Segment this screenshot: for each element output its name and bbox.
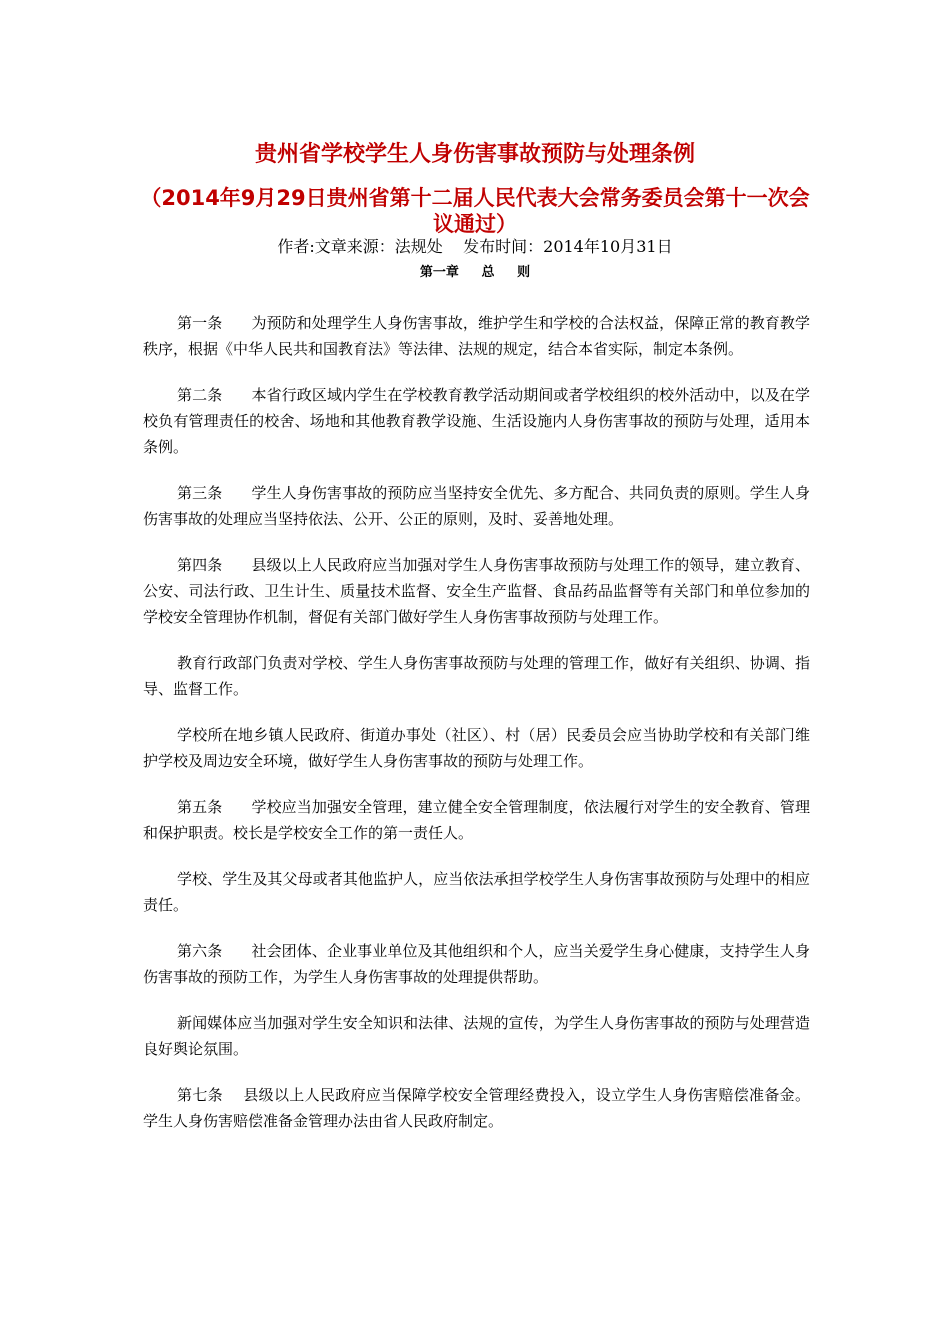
article-2-paragraph: 第二条 本省行政区域内学生在学校教育教学活动期间或者学校组织的校外活动中，以及在学校负有管理责任的校舍、场地和其他教育教学设施、生活设施内人身伤害事故的预防与处理，适用本条例。 <box>143 386 810 456</box>
article-5-paragraph-2: 学校、学生及其父母或者其他监护人，应当依法承担学校学生人身伤害事故预防与处理中的相应责任。 <box>143 870 810 914</box>
article-4-paragraph-2: 教育行政部门负责对学校、学生人身伤害事故预防与处理的管理工作，做好有关组织、协调、指导、监督工作。 <box>143 654 810 698</box>
article-6-paragraph: 第六条 社会团体、企业事业单位及其他组织和个人，应当关爱学生身心健康，支持学生人身伤害事故的预防工作，为学生人身伤害事故的处理提供帮助。 <box>143 942 810 986</box>
article-4-paragraph: 第四条 县级以上人民政府应当加强对学生人身伤害事故预防与处理工作的领导，建立教育、公安、司法行政、卫生计生、质量技术监督、安全生产监督、食品药品监督等有关部门和单位参加的学校安全管理协作机制，督促有关部门做好学生人身伤害事故预防与处理工作。 <box>143 556 810 626</box>
article-5-paragraph: 第五条 学校应当加强安全管理，建立健全安全管理制度，依法履行对学生的安全教育、管理和保护职责。校长是学校安全工作的第一责任人。 <box>143 798 810 842</box>
article-4-paragraph-3: 学校所在地乡镇人民政府、街道办事处（社区）、村（居）民委员会应当协助学校和有关部门维护学校及周边安全环境，做好学生人身伤害事故的预防与处理工作。 <box>143 726 810 770</box>
article-3-paragraph: 第三条 学生人身伤害事故的预防应当坚持安全优先、多方配合、共同负责的原则。学生人身伤害事故的处理应当坚持依法、公开、公正的原则，及时、妥善地处理。 <box>143 484 810 528</box>
document-title: 贵州省学校学生人身伤害事故预防与处理条例 <box>254 142 695 167</box>
article-6-paragraph-2: 新闻媒体应当加强对学生安全知识和法律、法规的宣传，为学生人身伤害事故的预防与处理营造良好舆论氛围。 <box>143 1014 810 1058</box>
chapter-heading: 第一章 总 则 <box>419 265 531 280</box>
document-body <box>143 310 810 1154</box>
article-1-paragraph: 第一条 为预防和处理学生人身伤害事故，维护学生和学校的合法权益，保障正常的教育教学秩序，根据《中华人民共和国教育法》等法律、法规的规定，结合本省实际，制定本条例。 <box>143 314 810 358</box>
document-subtitle: （2014年9月29日贵州省第十二届人民代表大会常务委员会第十一次会议通过） <box>140 186 810 236</box>
article-7-paragraph: 第七条 县级以上人民政府应当保障学校安全管理经费投入，设立学生人身伤害赔偿准备金。学生人身伤害赔偿准备金管理办法由省人民政府制定。 <box>143 1086 810 1130</box>
document-meta: 作者:文章来源：法规处 发布时间：2014年10月31日 <box>277 237 673 256</box>
